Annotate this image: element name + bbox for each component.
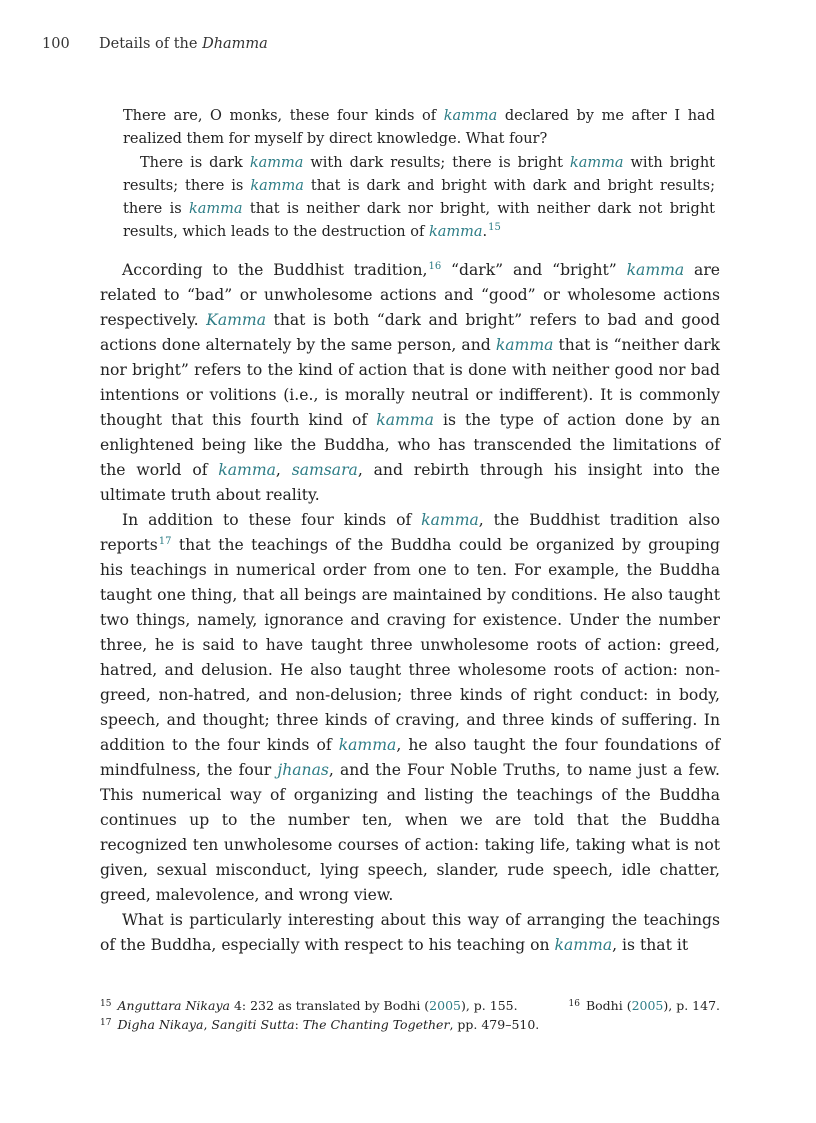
pali-term: kamma (554, 936, 613, 954)
text-run: According to the Buddhist tradition, (122, 261, 428, 279)
text-run: Sangiti Sutta (211, 1017, 295, 1032)
footnote-ref-15[interactable]: 15 (488, 222, 501, 234)
pali-term: kamma (376, 411, 434, 429)
paragraph (100, 908, 720, 958)
page-number: 100 (42, 36, 70, 52)
text-run: that is both “dark and bright” refers to bad and good actions done alternately by the same person, and (100, 311, 720, 354)
pali-term: kamma (250, 177, 304, 194)
running-head (42, 36, 268, 52)
text-run: The Chanting Together (302, 1017, 450, 1032)
text-run: 4: 232 as translated by Bodhi ( (229, 998, 430, 1013)
text-run: ), p. 147. (663, 998, 720, 1013)
footnote-16 (569, 996, 721, 1015)
text-run: that is dark and bright with dark and bright results; there is (123, 177, 715, 218)
text-run: There is dark (140, 154, 250, 171)
text-run: that is “neither dark nor bright” refers to the kind of action that is done with neither good nor bad intentions or volitions (i.e., is morally neutral or indifferent). It is commonly thought that this fourth kind of (100, 336, 720, 429)
text-run: , (203, 1017, 212, 1032)
text-run: , the Buddhist tradition also reports (100, 511, 720, 554)
text-run: What is particularly interesting about this way of arranging the teachings of the Buddha, especially with respect to his teaching on (100, 911, 720, 954)
text-run: In addition to these four kinds of (122, 511, 422, 529)
paragraph (100, 508, 720, 908)
text-run: that the teachings of the Buddha could be organized by grouping his teachings in numerical order from one to ten. For example, the Buddha taught one thing, that all beings are maintained by conditions. He also taught two things, namely, ignorance and craving for existence. Under the number three, he is said to have taught three unwholesome roots of action: greed, hatred, and delusion. He also taught three wholesome roots of action: non-greed, non-hatred, and non-delusion; three kinds of right conduct: in body, speech, and thought; three kinds of craving, and three kinds of suffering. In addition to the four kinds of (100, 536, 720, 754)
text-run: “dark” and “bright” (441, 261, 627, 279)
text-run: declared by me after I had realized them for myself by direct knowledge. What four? (123, 108, 715, 148)
running-title (99, 36, 268, 52)
footnote-15 (100, 996, 518, 1015)
text-run: , and rebirth through his insight into the ultimate truth about reality. (100, 461, 720, 504)
quote-paragraph (123, 152, 715, 245)
block-quote (123, 105, 715, 245)
footnote-ref-17[interactable]: 17 (158, 536, 172, 547)
text-run: Anguttara Nikaya (117, 998, 230, 1013)
pali-term: Kamma (206, 311, 266, 329)
pali-term: kamma (338, 736, 397, 754)
pali-term: jhanas (277, 761, 329, 779)
text-run: , he also taught the four foundations of mindfulness, the four (100, 736, 720, 779)
pali-term: kamma (421, 511, 479, 529)
pali-term: kamma (189, 201, 243, 218)
text-run: Dhamma (202, 36, 268, 52)
text-run: with bright results; there is (123, 154, 715, 194)
paragraph (100, 258, 720, 508)
text-run: , (275, 461, 292, 479)
text-run: with dark results; there is bright (303, 154, 570, 171)
text-run: that is neither dark nor bright, with neither dark not bright results, which leads to the destruction of (123, 201, 715, 241)
text-run: , is that it (612, 936, 689, 954)
pali-term: kamma (495, 336, 554, 354)
pali-term: kamma (249, 154, 304, 171)
text-run: . (482, 224, 488, 241)
text-run: There are, O monks, these four kinds of (123, 108, 444, 124)
pali-term: samsara (291, 461, 358, 479)
text-run: are related to “bad” or unwholesome actions and “good” or wholesome actions respectively. (100, 261, 721, 329)
footnote-17 (100, 1015, 539, 1034)
pali-term: kamma (218, 461, 276, 479)
text-run: Digha Nikaya (117, 1017, 204, 1032)
footnote-ref-16[interactable]: 16 (428, 261, 442, 272)
citation-link[interactable]: 2005 (631, 998, 664, 1013)
text-run: is the type of action done by an enlightened being like the Buddha, who has transcended the limitations of the world of (100, 411, 720, 479)
footnotes (100, 996, 720, 1034)
text-run: 15 (100, 999, 112, 1009)
text-run: Details of the (99, 36, 203, 52)
pali-term: kamma (626, 261, 685, 279)
text-run: , and the Four Noble Truths, to name just a few. This numerical way of organizing and listing the teachings of the Buddha continues up to the number ten, when we are told that the Buddha recognized ten unwholesome courses of action: taking life, taking what is not given, sexual misconduct, lying speech, slander, rude speech, idle chatter, greed, malevolence, and wrong view. (100, 761, 720, 904)
quote-paragraph (123, 105, 715, 152)
pali-term: kamma (569, 154, 624, 171)
pali-term: kamma (428, 224, 483, 241)
citation-link[interactable]: 2005 (429, 998, 461, 1013)
text-run: Bodhi ( (585, 998, 632, 1013)
text-run: ), p. 155. (460, 998, 518, 1013)
text-run: : (294, 1017, 303, 1032)
text-run: 16 (568, 999, 580, 1009)
body-text (100, 258, 720, 958)
pali-term: kamma (443, 108, 498, 124)
text-run: , pp. 479–510. (449, 1017, 540, 1032)
text-run: 17 (100, 1018, 112, 1028)
